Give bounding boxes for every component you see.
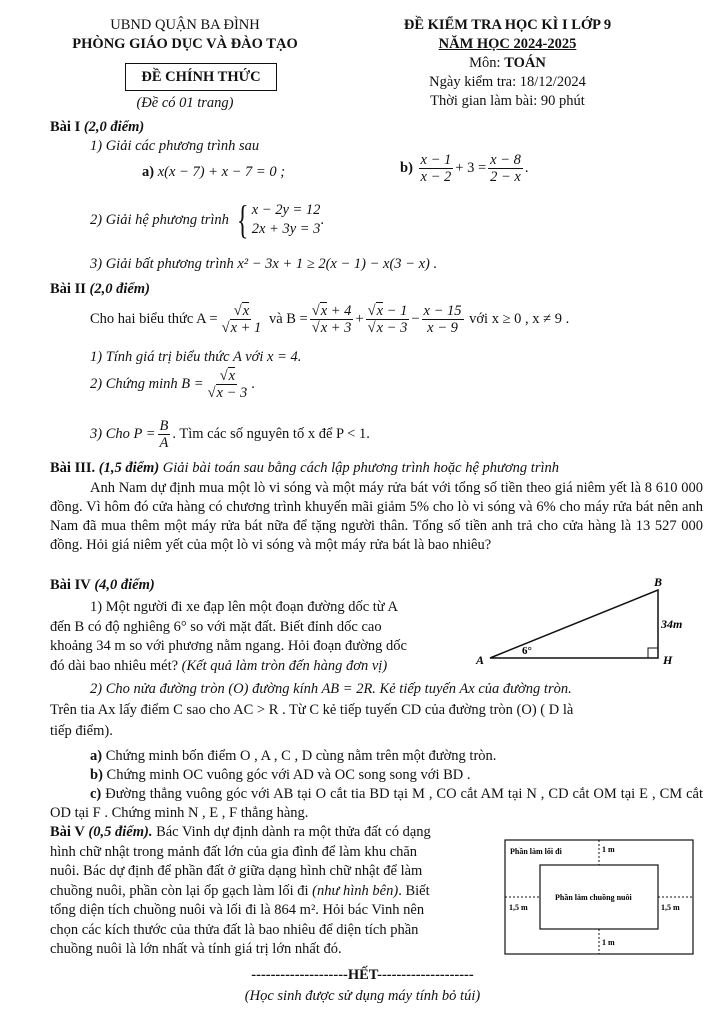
farm-plot-figure [500, 835, 700, 960]
triangle-label-h: H [663, 653, 673, 667]
bai1-q1a: a) x(x − 7) + x − 7 = 0 ; [142, 164, 286, 180]
bai2-q2: 2) Chứng minh B = $\frac{√x}{√x - 3}$ . [90, 368, 255, 401]
bai3-body: Anh Nam dự định mua một lò vi sóng và một máy rửa bát với tổng số tiền theo giá niêm yết là 8 610 000 đồng. Vì hôm đó cửa hàng có chương trình khuyến mãi giảm 5% cho lò vi sóng và 6% cho máy rửa bát nên anh Nam đã mua thêm một máy rửa bát nữa để tặng người thân. Tổng số tiền anh trả cho cửa hàng là 13 527 000 đồng. Hỏi giá niêm yết của một lò vi sóng và một máy rửa bát là bao nhiêu? [50, 480, 703, 553]
exam-date: Ngày kiểm tra: 18/12/2024 [429, 74, 586, 90]
bai4-heading: Bài IV (4,0 điểm) [50, 577, 155, 593]
triangle-angle-label: 6° [522, 645, 532, 657]
bai1-q2: 2) Giải hệ phương trình { x − 2y = 12 2x + 3y = 3 . [90, 197, 325, 242]
end-marker: --------------------HẾT-------------------- [251, 967, 474, 983]
triangle-label-a: A [476, 653, 485, 667]
header-left [60, 16, 310, 54]
pen-label: Phần làm chuồng nuôi [555, 893, 632, 902]
bai4-q1: 1) Một người đi xe đạp lên một đoạn đường dốc từ A đến B có độ nghiêng 6° so với mặt đất. Biết đỉnh dốc cao khoảng 34 m so với phương nằm ngang. Hỏi đoạn đường dốc đó dài bao nhiêu mét? (Kết quả làm tròn đến hàng đơn vị) [50, 599, 407, 674]
bai1-heading: Bài I (2,0 điểm) [50, 119, 145, 135]
bai1-q1: 1) Giải các phương trình sau [90, 138, 260, 154]
right-angle-mark [648, 648, 658, 658]
bai4-q2a: a) Chứng minh bốn điểm O , A , C , D cùng nằm trên một đường tròn. [90, 748, 497, 764]
bottom-width-label: 1 m [602, 938, 615, 947]
bai4-q2c: c) Đường thẳng vuông góc với AB tại O cắt tia BD tại M , CO cắt AM tại N , CD cắt OM tại E , CM cắt OD tại F . Chứng minh N , E , F thẳng hàng. [50, 786, 703, 821]
school-year: NĂM HỌC 2024-2025 [438, 36, 577, 52]
bai1-q3: 3) Giải bất phương trình x² − 3x + 1 ≥ 2(x − 1) − x(3 − x) . [90, 256, 438, 272]
office-name: PHÒNG GIÁO DỤC VÀ ĐÀO TẠO [72, 36, 298, 52]
bai2-q1: 1) Tính giá trị biểu thức A với x = 4. [90, 349, 302, 365]
triangle-label-b: B [654, 575, 663, 589]
bai5-text: Bài V (0,5 điểm). Bác Vinh dự định dành ra một thửa đất có dạng hình chữ nhật trong mảnh đất lớn của gia đình để làm khu chăn nuôi. Bác dự định để phần đất ở giữa dạng hình chữ nhật để làm chuồng nuôi, phần còn lại ốp gạch làm lối đi (như hình bên). Biết tổng diện tích chuồng nuôi và lối đi là 864 m². Hỏi bác Vinh nên chọn các kích thước của thửa đất là bao nhiêu để diện tích phần chuồng nuôi là lớn nhất và tính giá trị lớn nhất đó. [50, 824, 431, 957]
subject-line: Môn: TOÁN [469, 55, 546, 71]
header-right [380, 16, 635, 111]
bai4-q2: 2) Cho nửa đường tròn (O) đường kính AB = 2R. Kẻ tiếp tuyến Ax của đường tròn. Trên tia Ax lấy điểm C sao cho AC > R . Từ C kẻ tiếp tuyến CD của đường tròn (O) ( D là tiếp điểm). [50, 681, 574, 739]
bai2-q3: 3) Cho P = $\frac{B}{A}$ . Tìm các số nguyên tố x để P < 1. [90, 418, 370, 451]
calculator-note: (Học sinh được sử dụng máy tính bỏ túi) [244, 988, 481, 1004]
exam-time: Thời gian làm bài: 90 phút [430, 93, 585, 109]
bai2-heading: Bài II (2,0 điểm) [50, 281, 150, 297]
triangle-shape [490, 590, 658, 658]
bai3-heading: Bài III. (1,5 điểm) Giải bài toán sau bằng cách lập phương trình hoặc hệ phương trình [50, 460, 559, 476]
walkway-label: Phần làm lối đi [510, 847, 562, 856]
top-width-label: 1 m [602, 845, 615, 854]
triangle-height-label: 34m [661, 617, 683, 631]
slope-triangle-figure [470, 570, 695, 675]
bai2-expressions: Cho hai biểu thức A = $\frac{√x}{√x + 1}$ và B = $\frac{√x + 4}{√x + 3}$ + $\frac{√x - 1}{√x - 3}$ − $\frac{x - 15}{x - 9}$ với x ≥ 0 , x ≠ 9 . [90, 303, 570, 336]
right-width-label: 1,5 m [661, 903, 680, 912]
bai1-q1b: b) $\frac{x - 1}{x - 2}$ + 3 = $\frac{x - 8}{2 - x}$ . [400, 152, 529, 185]
pages-note: (Đề có 01 trang) [136, 95, 234, 111]
bai4-q2b: b) Chứng minh OC vuông góc với AD và OC song song với BD . [90, 767, 471, 783]
department-name: UBND QUẬN BA ĐÌNH [110, 17, 260, 33]
left-width-label: 1,5 m [509, 903, 528, 912]
subject: TOÁN [504, 55, 546, 71]
official-box: ĐỀ CHÍNH THỨC [125, 63, 277, 91]
exam-title: ĐỀ KIỂM TRA HỌC KÌ I LỚP 9 [403, 17, 612, 33]
